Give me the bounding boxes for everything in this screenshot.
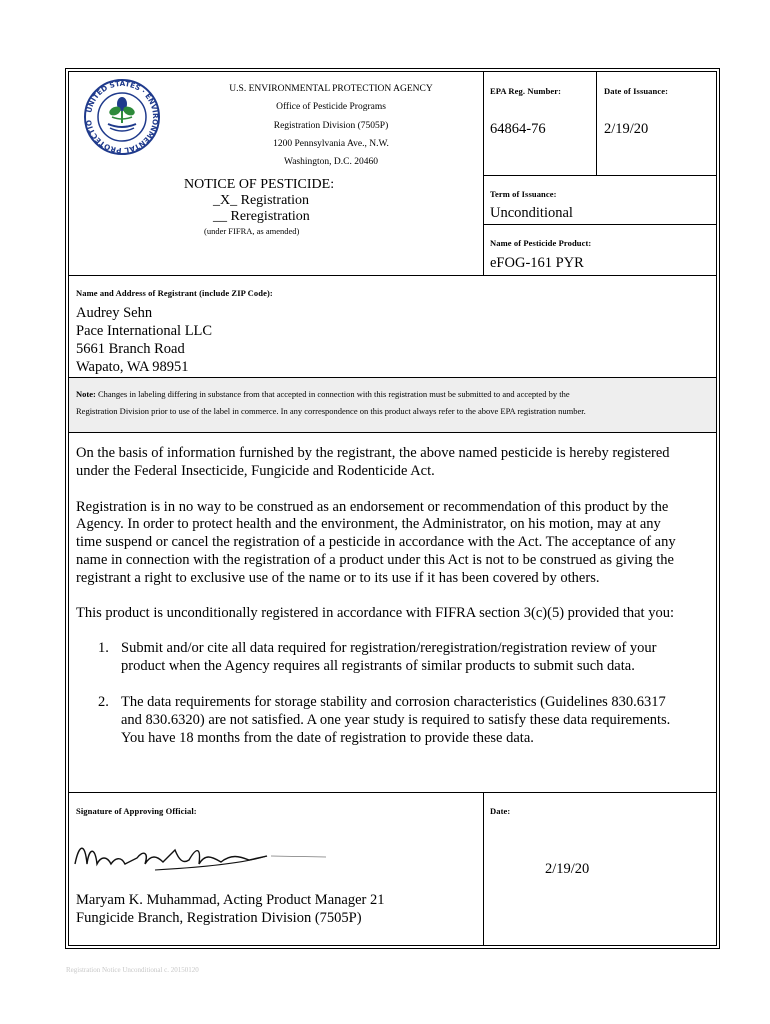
condition-item-2-number: 2.: [98, 694, 109, 710]
registration-notice-form: [68, 71, 717, 946]
reg-number-value: 64864-76: [490, 121, 546, 137]
agency-street: 1200 Pennsylvania Ave., N.W.: [273, 139, 389, 149]
body-paragraph-3: This product is unconditionally registered in accordance with FIFRA section 3(c)(5) provided that you:: [76, 605, 674, 621]
body-paragraph-2-line-1: Registration is in no way to be construed as an endorsement or recommendation of this product by the: [76, 499, 669, 515]
body-paragraph-2-line-3: time suspend or cancel the registration of a pesticide in accordance with the Act. The acceptance of any: [76, 534, 676, 550]
note-label: Note:: [76, 389, 96, 399]
agency-name: U.S. ENVIRONMENTAL PROTECTION AGENCY: [229, 84, 433, 94]
signature-label: Signature of Approving Official:: [76, 806, 197, 816]
body-paragraph-2-line-5: registrant a right to exclusive use of the name or to its use if it has been covered by others.: [76, 570, 600, 586]
registrant-company: Pace International LLC: [76, 323, 213, 339]
product-name-label: Name of Pesticide Product:: [490, 238, 592, 248]
reregistration-label: Reregistration: [230, 209, 310, 224]
body-paragraph-2-line-2: Agency. In order to protect health and the environment, the Administrator, on his motion, may at any: [76, 516, 661, 532]
signatory-name-title: Maryam K. Muhammad, Acting Product Manager 21: [76, 892, 385, 908]
registration-label: Registration: [240, 193, 310, 208]
issuance-date-value: 2/19/20: [604, 121, 649, 137]
agency-division: Registration Division (7505P): [273, 121, 389, 131]
form-footer: Registration Notice Unconditional c. 20150120: [66, 966, 199, 974]
under-fifra-note: (under FIFRA, as amended): [204, 226, 300, 236]
agency-office: Office of Pesticide Programs: [276, 102, 386, 112]
date-label: Date:: [490, 806, 511, 816]
condition-item-1-line-2: product when the Agency requires all registrants of similar products to submit such data.: [121, 658, 635, 674]
agency-city: Washington, D.C. 20460: [284, 157, 378, 167]
registrant-street: 5661 Branch Road: [76, 341, 185, 357]
signature-date-value: 2/19/20: [545, 861, 590, 877]
condition-item-2-line-1: The data requirements for storage stability and corrosion characteristics (Guidelines 830.6317: [121, 694, 666, 710]
body-paragraph-1-line-2: under the Federal Insecticide, Fungicide and Rodenticide Act.: [76, 463, 435, 479]
epa-seal-logo: [83, 78, 161, 156]
registration-mark: _X_: [213, 193, 238, 208]
note-text-2: Registration Division prior to use of the label in commerce. In any correspondence on this product always refer to the above EPA registration number.: [76, 406, 586, 416]
condition-item-2-line-2: and 830.6320) are not satisfied. A one year study is required to satisfy these data requirements.: [121, 712, 671, 728]
condition-item-2-line-3: You have 18 months from the date of registration to provide these data.: [121, 730, 534, 746]
body-paragraph-2-line-4: name in connection with the registration of a product under this Act is not to be construed as giving the: [76, 552, 674, 568]
registrant-city: Wapato, WA 98951: [76, 359, 189, 375]
registrant-name: Audrey Sehn: [76, 305, 153, 321]
body-paragraph-1-line-1: On the basis of information furnished by the registrant, the above named pesticide is hereby registered: [76, 445, 670, 461]
product-name-value: eFOG-161 PYR: [490, 255, 584, 271]
official-signature: [71, 834, 331, 878]
signatory-branch: Fungicide Branch, Registration Division (7505P): [76, 910, 362, 926]
registration-checkbox-line: [213, 193, 309, 209]
term-value: Unconditional: [490, 205, 573, 221]
svg-text:UNITED STATES · ENVIRONMENTAL: UNITED STATES · ENVIRONMENTAL PROTECTIO: [84, 78, 161, 156]
reregistration-mark: __: [213, 209, 227, 224]
reg-number-label: EPA Reg. Number:: [490, 86, 562, 96]
condition-item-1-number: 1.: [98, 640, 109, 656]
term-label: Term of Issuance:: [490, 189, 557, 199]
issuance-date-label: Date of Issuance:: [604, 86, 669, 96]
reregistration-checkbox-line: [213, 209, 310, 225]
registrant-label: Name and Address of Registrant (include ZIP Code):: [76, 288, 273, 298]
note-text-1: Changes in labeling differing in substance from that accepted in connection with this registration must be submitted to and accepted by the: [97, 389, 570, 399]
condition-item-1-line-1: Submit and/or cite all data required for registration/reregistration/registration review of your: [121, 640, 657, 656]
notice-title: NOTICE OF PESTICIDE:: [184, 177, 335, 192]
